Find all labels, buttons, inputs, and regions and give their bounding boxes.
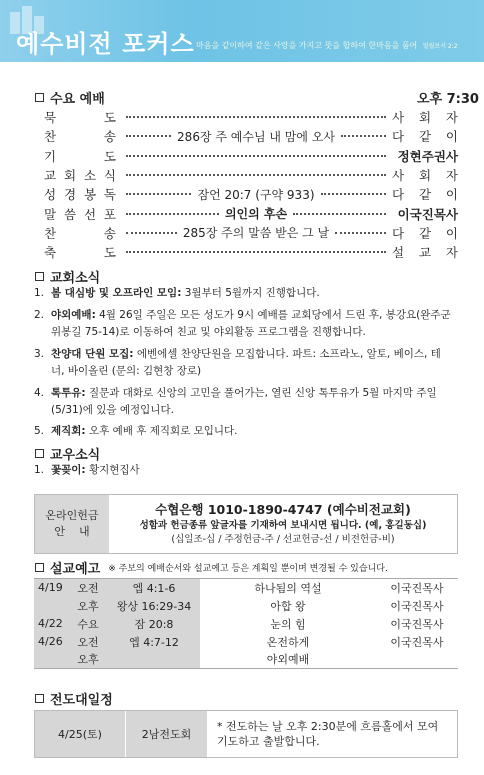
sermon-topic: 온전하게 xyxy=(266,635,310,649)
leader-dots xyxy=(126,174,386,176)
leader-dots xyxy=(341,135,386,137)
leader-text: 이 xyxy=(445,129,458,145)
worship-item-content: 286장 주 예수님 내 맘에 오사 xyxy=(177,129,335,144)
online-offering-label xyxy=(35,495,109,553)
banner-verse xyxy=(196,40,458,51)
sermon-date: 4/26 xyxy=(34,633,68,651)
worship-row xyxy=(44,243,458,261)
leader-text: 사 xyxy=(392,167,405,183)
item-title: 봄 대심방 및 오프라인 모임: xyxy=(51,287,182,299)
leader-dots xyxy=(321,193,386,195)
item-title: 톡투유: xyxy=(51,387,86,399)
worship-row xyxy=(44,224,458,242)
item-text: 황지현집사 xyxy=(85,464,140,476)
item-text: 오후 예배 후 제직회로 모입니다. xyxy=(85,425,238,437)
item-title: 꽃꽂이: xyxy=(51,464,86,476)
leader-text: 같 xyxy=(418,187,432,203)
label-char: 도 xyxy=(103,110,116,125)
sermon-table xyxy=(34,578,458,669)
sermon-speaker: 이국진목사 xyxy=(390,617,444,631)
sermon-preview-heading xyxy=(35,558,388,577)
worship-item-label xyxy=(44,127,120,145)
worship-row xyxy=(44,127,458,145)
leader-text: 회 xyxy=(418,110,432,125)
leader-text: 설 xyxy=(392,245,405,261)
sermon-preview-title: 설교예고 xyxy=(50,562,101,577)
worship-item-label xyxy=(44,108,120,126)
worship-item-detail xyxy=(120,116,392,118)
item-title: 야외예배: xyxy=(51,309,96,321)
sermon-service: 오전 xyxy=(68,633,108,651)
sermon-topic: 아합 왕 xyxy=(270,599,306,613)
church-news-item xyxy=(34,307,454,341)
leader-text: 이 xyxy=(445,225,458,241)
worship-item-leader xyxy=(392,243,458,261)
worship-item-label xyxy=(44,147,120,165)
worship-item-label xyxy=(44,224,120,242)
worship-time: 오후 7:30 xyxy=(417,92,479,107)
label-char: 축 xyxy=(44,245,57,261)
worship-item-label xyxy=(44,185,120,203)
leader-dots xyxy=(126,193,191,195)
label-char: 소 xyxy=(83,167,97,183)
leader-text: 다 xyxy=(392,129,405,145)
sermon-service: 수요 xyxy=(68,615,108,633)
worship-row xyxy=(44,147,458,165)
verse-reference: 빌립보서 2:2 xyxy=(422,43,458,50)
sermon-date xyxy=(34,651,68,669)
worship-item-detail xyxy=(120,128,392,145)
member-news-item xyxy=(34,462,454,479)
leader-dots xyxy=(335,232,386,234)
label-char: 기 xyxy=(44,148,57,164)
evangelism-box xyxy=(34,710,458,758)
label-char: 씀 xyxy=(63,206,77,222)
worship-item-leader xyxy=(392,166,458,184)
sermon-service: 오후 xyxy=(68,597,108,615)
worship-row xyxy=(44,185,458,203)
checkbox-square-icon xyxy=(35,449,44,458)
item-title: 제직회: xyxy=(51,425,86,437)
worship-row xyxy=(44,108,458,126)
label-char: 찬 xyxy=(44,129,57,145)
sermon-scripture: 엡 4:1-6 xyxy=(108,579,200,597)
item-text: 질문과 대화로 신앙의 고민을 풀어가는, 열린 신앙 톡투유가 5월 마지막 주일(5/31)에 있을 예정입니다. xyxy=(51,387,437,416)
evangelism-title: 전도대일정 xyxy=(50,693,113,708)
worship-item-detail xyxy=(120,251,392,253)
sermon-topic: 야외예배 xyxy=(200,651,376,669)
sermon-scripture: 엡 4:7-12 xyxy=(108,633,200,651)
checkbox-square-icon xyxy=(35,694,44,703)
label-char: 송 xyxy=(103,225,116,241)
sermon-service: 오후 xyxy=(68,651,108,669)
label-char: 송 xyxy=(103,129,116,145)
label-char: 말 xyxy=(44,206,57,222)
label-char: 식 xyxy=(103,167,116,183)
worship-item-leader xyxy=(392,185,458,203)
item-number: 4. xyxy=(34,387,45,399)
leader-text: 같 xyxy=(418,129,432,145)
item-text: 4월 26일 주일은 모든 성도가 9시 예배를 교회당에서 드린 후, 봉강요(완주군 위봉길 75-14)로 이동하여 친교 및 야외활동 프로그램을 진행합니다. xyxy=(51,309,451,338)
label-char: 독 xyxy=(103,187,116,203)
leader-dots xyxy=(126,135,171,137)
worship-item-leader xyxy=(392,224,458,242)
checkbox-square-icon xyxy=(35,93,44,102)
offering-label-line2: 안 내 xyxy=(54,525,90,538)
leader-dots xyxy=(126,116,386,118)
offering-categories: (십일조-십 / 주정헌금-주 / 선교헌금-선 / 비전헌금-비) xyxy=(171,534,395,545)
worship-heading xyxy=(35,88,479,107)
evangelism-team: 2남전도회 xyxy=(125,711,207,757)
sermon-service: 오전 xyxy=(68,579,108,597)
label-char: 도 xyxy=(103,148,116,164)
worship-item-label xyxy=(44,166,120,184)
item-number: 2. xyxy=(34,309,45,321)
worship-item-leader xyxy=(392,147,458,165)
bulletin-title: 예수비전 포커스 xyxy=(16,30,195,58)
sermon-scripture: 왕상 16:29-34 xyxy=(108,597,200,615)
worship-item-label xyxy=(44,243,120,261)
evangelism-heading xyxy=(35,689,113,708)
sermon-speaker: 이국진목사 xyxy=(376,579,458,597)
leader-dots xyxy=(126,213,219,215)
table-row xyxy=(34,633,458,651)
sermon-speaker xyxy=(376,651,458,669)
sermon-topic: 하나됨의 역설 xyxy=(200,579,376,597)
online-offering-body xyxy=(109,495,457,553)
worship-item-leader xyxy=(392,108,458,126)
evangelism-message: * 전도하는 날 오후 2:30분에 흐름홀에서 모여 기도하고 출발합니다. xyxy=(217,720,439,748)
online-offering-box xyxy=(34,494,458,554)
label-char: 성 xyxy=(44,187,57,203)
item-number: 3. xyxy=(34,348,45,360)
header-banner xyxy=(0,0,484,62)
church-news-heading xyxy=(35,267,100,286)
leader-dots xyxy=(293,213,386,215)
label-char: 봉 xyxy=(83,187,97,203)
offering-label-line1: 온라인헌금 xyxy=(45,509,99,522)
sermon-preview-note: ※ 주보의 예배순서와 설교예고 등은 계획일 뿐이며 변경될 수 있습니다. xyxy=(108,564,388,574)
worship-item-detail xyxy=(120,174,392,176)
member-news-heading xyxy=(35,444,100,463)
worship-item-content: 285장 주의 말씀 받은 그 날 xyxy=(182,226,330,241)
leader-dots xyxy=(126,251,386,253)
label-char: 교 xyxy=(44,167,57,183)
leader-text: 사 xyxy=(392,110,405,125)
sermon-scripture xyxy=(108,651,200,669)
church-news-item xyxy=(34,385,454,419)
offering-note: 성함과 헌금종류 앞글자를 기재하여 보내시면 됩니다. (예, 홍길동십) xyxy=(139,520,427,531)
worship-item-leader xyxy=(392,205,458,223)
label-char: 선 xyxy=(83,206,97,222)
evangelism-date: 4/25(토) xyxy=(35,711,125,757)
worship-item-detail xyxy=(120,186,392,203)
item-number: 5. xyxy=(34,425,45,437)
leader-dots xyxy=(126,232,177,234)
worship-item-content: 의인의 후손 xyxy=(224,207,288,221)
table-row xyxy=(34,579,458,597)
sermon-speaker: 이국진목사 xyxy=(390,635,444,649)
label-char: 도 xyxy=(103,245,116,261)
leader-dots xyxy=(126,155,386,157)
leader-text: 정현주권사 xyxy=(397,148,458,164)
checkbox-square-icon xyxy=(35,272,44,281)
worship-row xyxy=(44,166,458,184)
table-row xyxy=(34,615,458,633)
church-news-item xyxy=(34,285,454,302)
table-row xyxy=(34,651,458,669)
worship-item-leader xyxy=(392,127,458,145)
label-char: 찬 xyxy=(44,225,57,241)
worship-item-content: 잠언 20:7 (구약 933) xyxy=(197,187,315,202)
verse-text: 마음을 같이하여 같은 사랑을 가지고 뜻을 합하여 한마음을 품어 xyxy=(196,41,418,50)
sermon-topic: 눈의 힘 xyxy=(270,617,306,631)
worship-title: 수요 예배 xyxy=(50,92,105,107)
worship-item-detail xyxy=(120,205,392,222)
leader-text: 같 xyxy=(418,225,432,241)
church-news-item xyxy=(34,423,454,440)
worship-item-detail xyxy=(120,155,392,157)
label-char: 경 xyxy=(63,187,77,203)
leader-text: 다 xyxy=(392,225,405,241)
sermon-scripture: 잠 20:8 xyxy=(108,615,200,633)
leader-text: 이국진목사 xyxy=(397,206,458,222)
item-number: 1. xyxy=(34,464,45,476)
item-text: 에벤에셀 찬양단원을 모집합니다. 파트: 소프라노, 알토, 베이스, 테너, 바이올린 (문의: 김현창 장로) xyxy=(51,348,441,377)
leader-text: 이 xyxy=(445,187,458,203)
sermon-date: 4/22 xyxy=(34,615,68,633)
label-char: 포 xyxy=(103,206,116,222)
bank-account: 수협은행 1010-1890-4747 (예수비전교회) xyxy=(155,502,411,517)
worship-item-detail xyxy=(120,224,392,241)
worship-item-label xyxy=(44,205,120,223)
church-news-item xyxy=(34,346,454,380)
church-news-title: 교회소식 xyxy=(50,271,101,286)
table-row xyxy=(34,597,458,615)
leader-text: 회 xyxy=(418,167,432,183)
leader-text: 교 xyxy=(418,245,432,261)
item-text: 3월부터 5월까지 진행합니다. xyxy=(181,287,320,299)
sermon-date xyxy=(34,597,68,615)
checkbox-square-icon xyxy=(35,563,44,572)
leader-text: 다 xyxy=(392,187,405,203)
leader-text: 자 xyxy=(445,167,458,183)
label-char: 묵 xyxy=(44,110,57,125)
worship-row xyxy=(44,205,458,223)
label-char: 회 xyxy=(63,167,77,183)
member-news-title: 교우소식 xyxy=(50,448,101,463)
item-title: 찬양대 단원 모집: xyxy=(51,348,134,360)
leader-text: 자 xyxy=(445,110,458,125)
sermon-date: 4/19 xyxy=(34,579,68,597)
leader-text: 자 xyxy=(445,245,458,261)
item-number: 1. xyxy=(34,287,45,299)
sermon-speaker: 이국진목사 xyxy=(390,599,444,613)
